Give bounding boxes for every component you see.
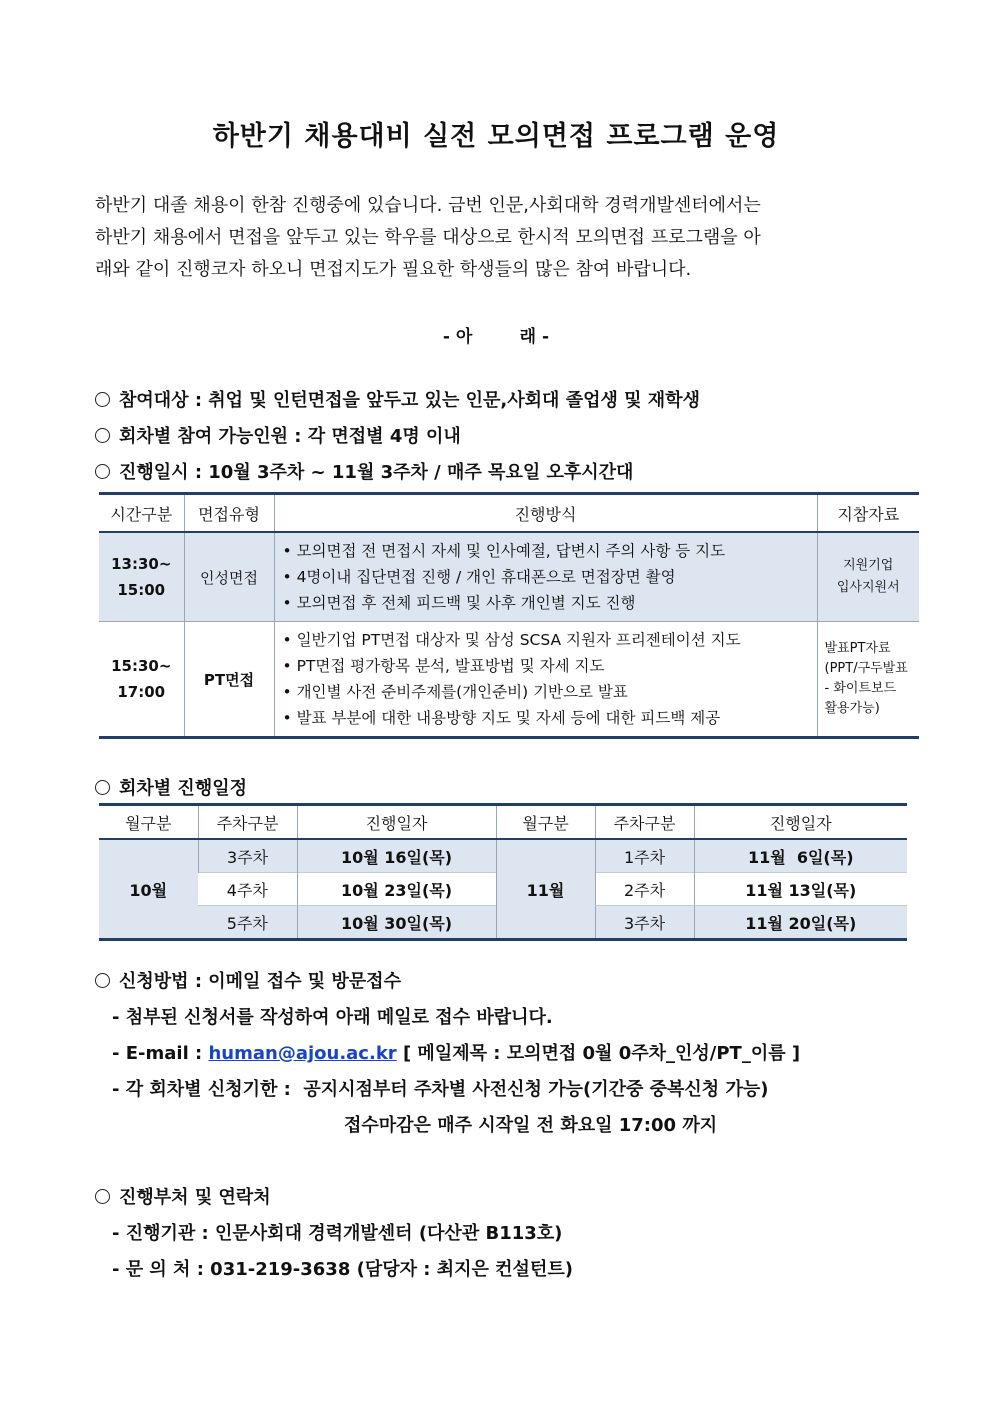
week-cell: 5주차 — [198, 906, 297, 940]
column-header: 주차구분 — [198, 805, 297, 840]
capacity-bullet — [95, 422, 461, 448]
type-cell: 인성면접 — [184, 532, 274, 622]
email-link[interactable]: human@ajou.ac.kr — [208, 1043, 397, 1064]
email-subject-format: [ 메일제목 : 모의면접 0월 0주차_인성/PT_이름 ] — [396, 1043, 801, 1064]
circle-bullet-icon — [95, 464, 110, 479]
program-table-header — [99, 494, 919, 533]
circle-bullet-icon — [95, 1189, 110, 1204]
intro-line: 래와 같이 진행코자 하오니 면접지도가 필요한 학생들의 많은 참여 바랍니다. — [95, 259, 692, 280]
time-start: 15:30~ — [111, 657, 172, 675]
target-text: 참여대상 : 취업 및 인턴면접을 앞두고 있는 인문,사회대 졸업생 및 재학생 — [119, 390, 700, 411]
contact-heading — [95, 1183, 271, 1209]
method-item: • 개인별 사전 준비주제를(개인준비) 기반으로 발표 — [282, 683, 628, 701]
material-line: - 화이트보드 — [824, 681, 897, 696]
month-cell: 10월 — [99, 839, 198, 940]
material-line: (PPT/구두발표 — [824, 661, 908, 676]
time-end: 15:00 — [117, 581, 166, 599]
contact-phone: - 문 의 처 : 031-219-3638 (담당자 : 최지은 컨설턴트) — [112, 1259, 573, 1280]
schedule-table — [99, 803, 907, 941]
week-cell: 3주차 — [595, 906, 694, 940]
materials-cell — [817, 622, 919, 738]
apply-heading — [95, 967, 401, 993]
column-header: 면접유형 — [184, 494, 274, 533]
method-item: • 모의면접 전 면접시 자세 및 인사예절, 답변시 주의 사항 등 지도 — [282, 542, 726, 560]
method-item: • 4명이내 집단면접 진행 / 개인 휴대폰으로 면접장면 촬영 — [282, 568, 676, 586]
date-cell: 11월 13일(목) — [694, 873, 907, 906]
intro-line: 하반기 대졸 채용이 한참 진행중에 있습니다. 금번 인문,사회대학 경력개발센터에서는 — [95, 195, 761, 216]
material-line: 활용가능) — [824, 701, 880, 716]
column-header: 지참자료 — [817, 494, 919, 533]
period-bullet — [95, 458, 633, 484]
intro-paragraph — [95, 190, 900, 286]
column-header: 진행일자 — [297, 805, 496, 840]
table-row — [99, 622, 919, 738]
material-line: 지원기업 — [843, 558, 894, 573]
method-item: • 일반기업 PT면접 대상자 및 삼성 SCSA 지원자 프리젠테이션 지도 — [282, 631, 741, 649]
month-cell: 11월 — [496, 839, 595, 940]
email-prefix: - E-mail : — [112, 1043, 209, 1064]
schedule-heading — [95, 774, 247, 800]
capacity-text: 회차별 참여 가능인원 : 각 면접별 4명 이내 — [119, 426, 461, 447]
table-row — [99, 839, 907, 873]
circle-bullet-icon — [95, 780, 110, 795]
contact-heading-text: 진행부처 및 연락처 — [119, 1187, 271, 1208]
method-item: • 발표 부분에 대한 내용방향 지도 및 자세 등에 대한 피드백 제공 — [282, 709, 721, 727]
time-cell — [99, 532, 184, 622]
period-text: 진행일시 : 10월 3주차 ~ 11월 3주차 / 매주 목요일 오후시간대 — [119, 462, 634, 483]
date-cell: 10월 30일(목) — [297, 906, 496, 940]
column-header: 월구분 — [99, 805, 198, 840]
target-bullet — [95, 386, 700, 412]
schedule-heading-text: 회차별 진행일정 — [119, 778, 247, 799]
apply-heading-text: 신청방법 : 이메일 접수 및 방문접수 — [119, 971, 401, 992]
date-cell: 10월 16일(목) — [297, 839, 496, 873]
column-header: 시간구분 — [99, 494, 184, 533]
time-cell — [99, 622, 184, 738]
column-header: 주차구분 — [595, 805, 694, 840]
time-end: 17:00 — [117, 683, 166, 701]
apply-instruction: - 첨부된 신청서를 작성하여 아래 메일로 접수 바랍니다. — [112, 1007, 553, 1028]
page-title: 하반기 채용대비 실전 모의면접 프로그램 운영 — [212, 121, 780, 152]
week-cell: 2주차 — [595, 873, 694, 906]
column-header: 월구분 — [496, 805, 595, 840]
table-row — [99, 532, 919, 622]
week-cell: 3주차 — [198, 839, 297, 873]
material-line: 입사지원서 — [836, 580, 900, 595]
date-cell: 10월 23일(목) — [297, 873, 496, 906]
materials-cell — [817, 532, 919, 622]
notice-heading: - 아 래 - — [442, 327, 550, 347]
circle-bullet-icon — [95, 973, 110, 988]
column-header: 진행방식 — [274, 494, 817, 533]
type-cell: PT면접 — [184, 622, 274, 738]
date-cell: 11월 6일(목) — [694, 839, 907, 873]
method-item: • PT면접 평가항목 분석, 발표방법 및 자세 지도 — [282, 657, 605, 675]
email-line — [112, 1039, 800, 1065]
deadline-cutoff: 접수마감은 매주 시작일 전 화요일 17:00 까지 — [344, 1115, 718, 1136]
method-item: • 모의면접 후 전체 피드백 및 사후 개인별 지도 진행 — [282, 594, 636, 612]
circle-bullet-icon — [95, 392, 110, 407]
intro-line: 하반기 채용에서 면접을 앞두고 있는 학우를 대상으로 한시적 모의면접 프로그램을 아 — [95, 227, 761, 248]
week-cell: 4주차 — [198, 873, 297, 906]
method-cell — [274, 622, 817, 738]
contact-org: - 진행기관 : 인문사회대 경력개발센터 (다산관 B113호) — [112, 1223, 563, 1244]
deadline-line: - 각 회차별 신청기한 : 공지시점부터 주차별 사전신청 가능(기간중 중복신청 가능) — [112, 1079, 769, 1100]
circle-bullet-icon — [95, 428, 110, 443]
method-cell — [274, 532, 817, 622]
material-line: 발표PT자료 — [824, 641, 891, 656]
date-cell: 11월 20일(목) — [694, 906, 907, 940]
program-table — [99, 492, 919, 739]
week-cell: 1주차 — [595, 839, 694, 873]
column-header: 진행일자 — [694, 805, 907, 840]
schedule-table-header — [99, 805, 907, 840]
time-start: 13:30~ — [111, 555, 172, 573]
